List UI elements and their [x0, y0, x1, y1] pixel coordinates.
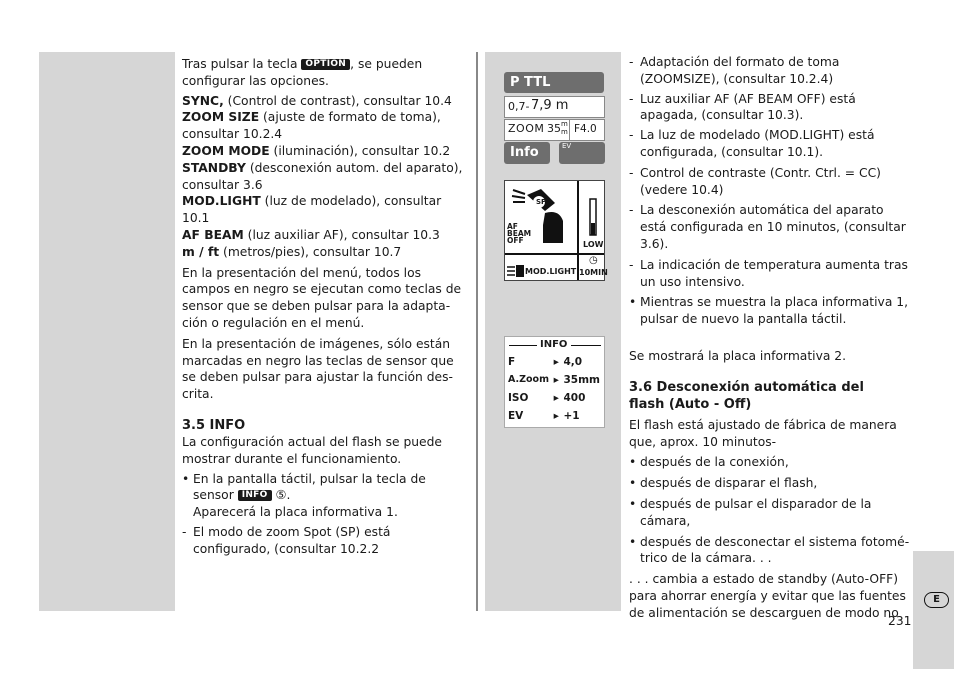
option-item: ZOOM MODE (iluminación), consultar 10.2 — [182, 143, 451, 158]
left-margin-panel — [39, 52, 175, 611]
zoom-box — [504, 119, 605, 141]
table-row: EV ▸ +1 — [508, 410, 580, 422]
section-3-6-heading: 3.6 Desconexión automática del flash (Auto - Off) — [629, 379, 864, 412]
center-divider — [476, 52, 478, 611]
zoom-value: 35 — [547, 122, 561, 135]
intro-text-end: , se pueden configurar las opciones. — [182, 57, 423, 88]
option-key: OPTION — [301, 59, 350, 70]
section-3-5-text: La configuración actual del flash se puede mostrar durante el funcionamiento. — [182, 434, 442, 466]
images-paragraph: En la presentación de imágenes, sólo están marcadas en negro las teclas de sensor que se deben pulsar para ajustar la función des-crita. — [182, 336, 454, 402]
info-plate-heading: INFO — [540, 339, 568, 350]
dash-item: - Control de contraste (Contr. Ctrl. = CC) (vedere 10.4) — [629, 165, 881, 197]
list-item: • después de pulsar el disparador de la cámara, — [629, 496, 872, 528]
dash-item: - La desconexión automática del aparato está configurada en 10 minutos, (consultar 3.6). — [629, 203, 906, 251]
fstop-value: F4.0 — [574, 123, 597, 135]
ev-label: EV — [562, 142, 572, 150]
info-button[interactable]: Info — [504, 142, 550, 164]
menu-paragraph: En la presentación del menú, todos los campos en negro se ejecutan como teclas de sensor que se deben pulsar para la adapta-ción o regulación en el menú. — [182, 265, 462, 330]
timer-label: 10MIN — [579, 268, 608, 277]
mod-light-label: MOD.LIGHT — [525, 267, 577, 276]
intro-text: Tras pulsar la tecla — [182, 57, 298, 71]
display-screen-2 — [504, 180, 608, 281]
table-row: ISO ▸ 400 — [508, 392, 586, 404]
thermometer-icon — [581, 183, 605, 243]
bullet-info: • Mientras se muestra la placa informativa 1, pulsar de nuevo la pantalla táctil. — [629, 295, 908, 327]
option-item: MOD.LIGHT (luz de modelado), consultar 10.1 — [182, 194, 442, 226]
info-plate-2-text: Se mostrará la placa informativa 2. — [629, 348, 847, 363]
dash-item: - La indicación de temperatura aumenta tras un uso intensivo. — [629, 257, 908, 289]
zoom-label: ZOOM — [508, 122, 545, 135]
page-number: 231 — [888, 614, 912, 628]
circled-number: ⑤ — [275, 488, 287, 503]
display-screen-3 — [504, 336, 605, 428]
zoom-unit: m m — [561, 120, 568, 136]
dash-item: - La luz de modelado (MOD.LIGHT) está configurada, (consultar 10.1). — [629, 128, 875, 159]
list-item: • después de desconectar el sistema fotomé-trico de la cámara. . . — [629, 534, 910, 566]
info-plate-title — [505, 339, 604, 351]
ev-button[interactable] — [559, 142, 605, 164]
left-text-column — [182, 56, 467, 558]
list-item: • después de disparar el flash, — [629, 476, 818, 491]
dash-item: - Adaptación del formato de toma (ZOOMSIZE), (consultar 10.2.4) — [629, 55, 840, 86]
option-item: AF BEAM (luz auxiliar AF), consultar 10.3 — [182, 227, 440, 242]
language-letter: E — [933, 594, 940, 605]
sp-label: SP — [536, 198, 547, 206]
mode-label: P TTL — [504, 72, 604, 93]
language-badge — [924, 592, 949, 608]
option-item: STANDBY (desconexión autom. del aparato), consultar 3.6 — [182, 160, 463, 192]
list-item: • después de la conexión, — [629, 455, 789, 470]
dash-zoom: - El modo de zoom Spot (SP) está configurado, (consultar 10.2.2 — [182, 524, 391, 556]
distance-box — [504, 96, 605, 118]
dash-item: - Luz auxiliar AF (AF BEAM OFF) está apagada, (consultar 10.3). — [629, 91, 856, 123]
option-item: m / ft (metros/pies), consultar 10.7 — [182, 244, 402, 259]
low-label: LOW — [583, 240, 604, 249]
bullet-touch: • En la pantalla táctil, pulsar la tecla de sensor INFO ⑤. Aparecerá la placa informativa 1. — [182, 471, 426, 520]
option-item: SYNC, (Control de contrast), consultar 10.4 — [182, 93, 452, 108]
section-3-5-heading: 3.5 INFO — [182, 417, 246, 433]
closing-paragraph: . . . cambia a estado de standby (Auto-OFF) para ahorrar energía y evitar que las fuentes de alimentación se descarguen de modo no — [629, 572, 906, 620]
display-screen-1 — [504, 72, 605, 166]
table-row: A.Zoom ▸ 35mm — [508, 374, 600, 386]
right-text-column — [629, 54, 913, 622]
distance-value: 7,9 m — [531, 98, 569, 113]
aperture-value: 0,7- — [508, 100, 530, 113]
info-table — [506, 353, 602, 425]
table-row: F ▸ 4,0 — [508, 356, 583, 368]
option-item: ZOOM SIZE (ajuste de formato de toma), consultar 10.2.4 — [182, 110, 441, 142]
language-tab — [913, 551, 954, 669]
modeling-light-icon — [506, 261, 526, 281]
section-3-6-intro: El flash está ajustado de fábrica de manera que, aprox. 10 minutos- — [629, 417, 897, 449]
clock-icon: ◷ — [589, 255, 598, 266]
af-beam-label: AF BEAM OFF — [507, 222, 532, 245]
info-key: INFO — [238, 490, 272, 501]
